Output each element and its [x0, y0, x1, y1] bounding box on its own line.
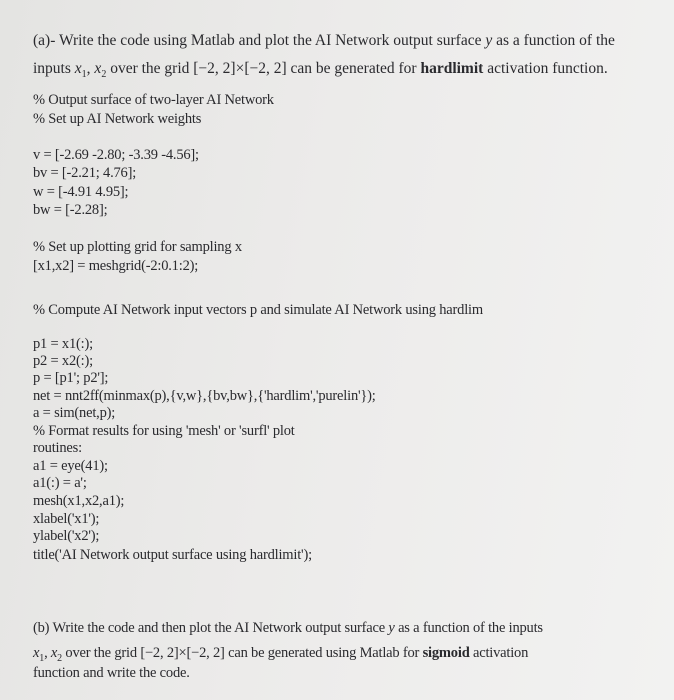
code-line: routines: [33, 440, 82, 456]
text: activation function. [483, 60, 608, 77]
question-a-line-1 [33, 32, 615, 50]
code-line: v = [-2.69 -2.80; -3.39 -4.56]; [33, 147, 199, 163]
bold-term: hardlimit [420, 60, 484, 77]
subscript: 2 [57, 652, 62, 664]
code-line: mesh(x1,x2,a1); [33, 493, 125, 509]
code-line: a1 = eye(41); [33, 458, 108, 474]
code-line: p1 = x1(:); [33, 336, 93, 352]
text: (a)- Write the code using Matlab and plot the AI Network output surface [33, 32, 486, 49]
question-a-line-2 [33, 60, 608, 84]
variable-x1: x [33, 645, 40, 661]
code-line: w = [-4.91 4.95]; [33, 184, 129, 200]
text: activation [469, 645, 529, 661]
subscript: 1 [81, 69, 87, 81]
code-line: % Output surface of two-layer AI Network [33, 92, 274, 108]
code-line: a = sim(net,p); [33, 405, 116, 421]
code-line: % Compute AI Network input vectors p and simulate AI Network using hardlim [33, 302, 483, 318]
code-line: % Set up AI Network weights [33, 111, 202, 127]
code-line: net = nnt2ff(minmax(p),{v,w},{bv,bw},{'hardlim','purelin'}); [33, 388, 376, 404]
text: (b) Write the code and then plot the AI Network output surface [33, 620, 389, 636]
code-line: ylabel('x2'); [33, 528, 100, 544]
question-b-line-3: function and write the code. [33, 665, 190, 681]
text: as a function of the [492, 32, 615, 49]
text: over the grid [−2, 2]×[−2, 2] can be generated using Matlab for [61, 645, 423, 661]
variable-y: y [485, 32, 493, 49]
subscript: 1 [39, 652, 45, 664]
question-b-line-1 [33, 619, 543, 637]
code-line: % Set up plotting grid for sampling x [33, 239, 242, 255]
variable-x2: x [50, 645, 58, 661]
code-line: a1(:) = a'; [33, 475, 87, 491]
code-line: title('AI Network output surface using hardlimit'); [33, 547, 312, 563]
code-line: bv = [-2.21; 4.76]; [33, 165, 137, 181]
subscript: 2 [101, 69, 107, 81]
code-line: % Format results for using 'mesh' or 'surfl' plot [33, 423, 295, 439]
code-line: p = [p1'; p2']; [33, 370, 109, 386]
code-line: bw = [-2.28]; [33, 202, 108, 218]
text: , [44, 645, 51, 661]
bold-term: sigmoid [422, 645, 470, 661]
text: , [86, 60, 95, 77]
variable-y: y [388, 620, 395, 636]
text: as a function of the inputs [394, 620, 543, 636]
code-line: p2 = x2(:); [33, 353, 93, 369]
text: inputs [33, 60, 75, 77]
variable-x2: x [94, 60, 102, 77]
code-line: xlabel('x1'); [33, 511, 100, 527]
text: over the grid [−2, 2]×[−2, 2] can be generated for [106, 60, 421, 77]
variable-x1: x [74, 60, 82, 77]
code-line: [x1,x2] = meshgrid(-2:0.1:2); [33, 258, 199, 274]
